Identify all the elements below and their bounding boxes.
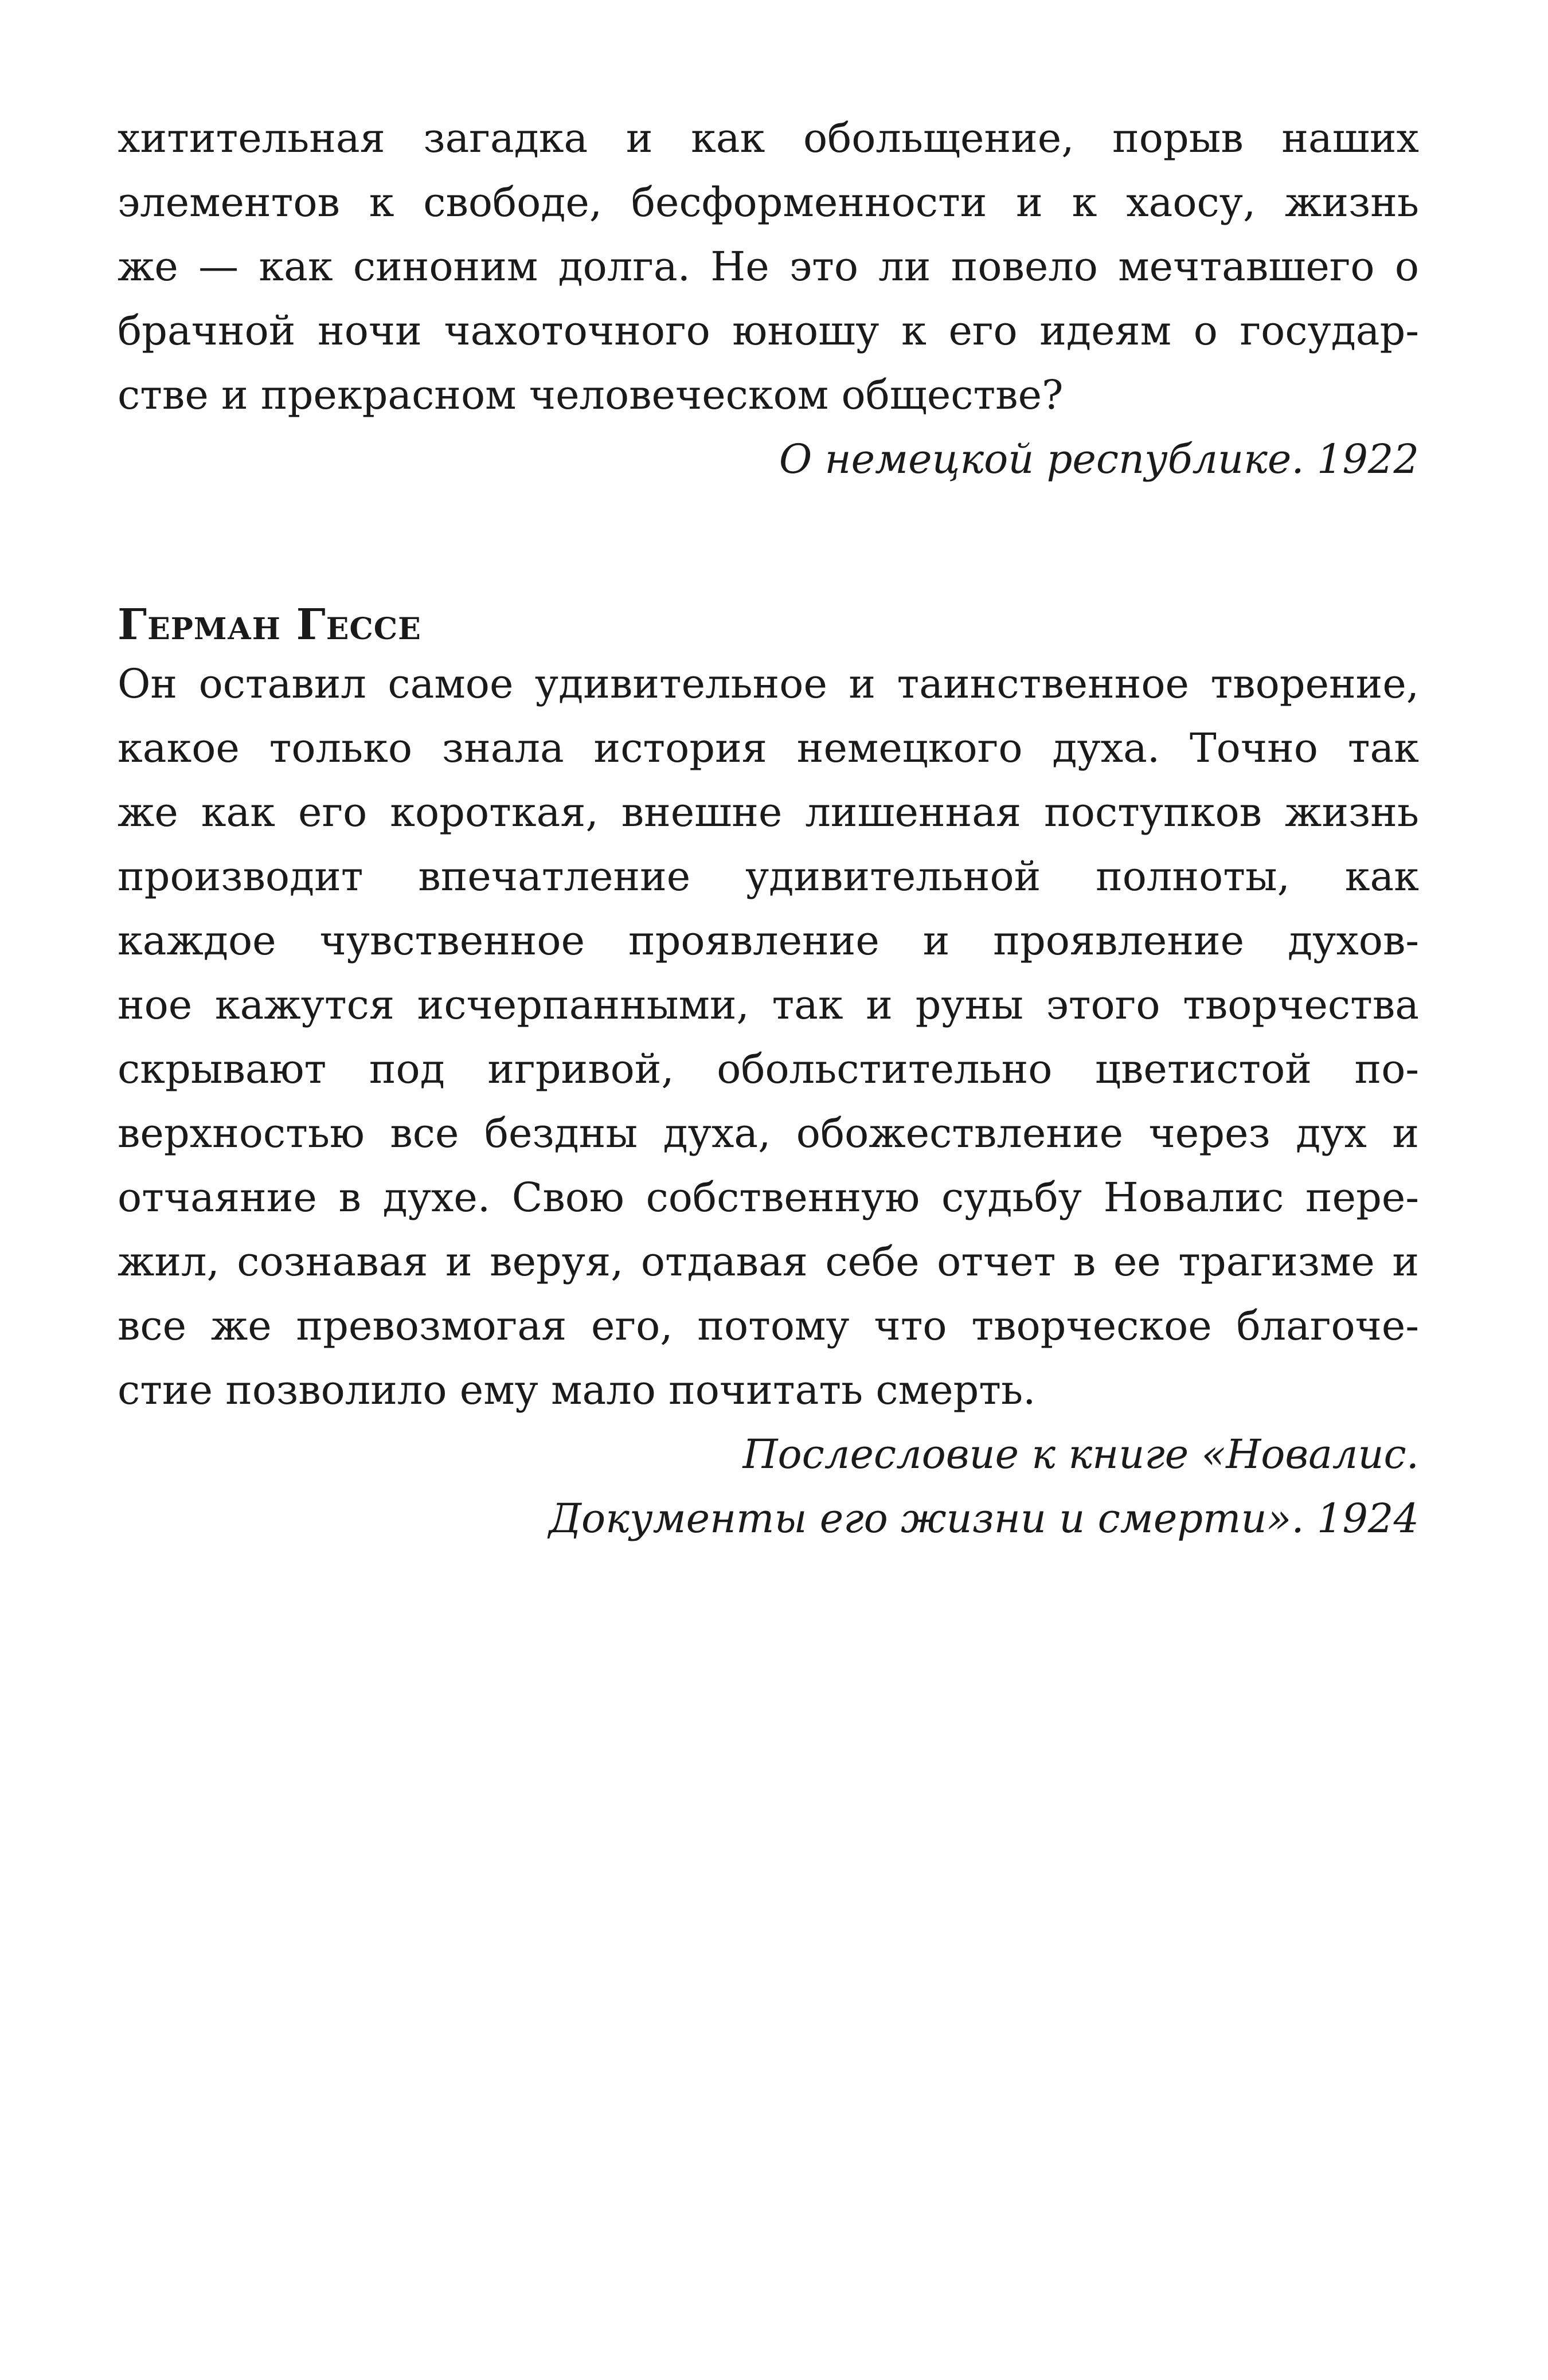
author-heading: Герман Гессе [118, 600, 421, 649]
text-line: скрывают под игривой, обольстительно цветистой по- [118, 1046, 1419, 1093]
text-line: все же превозмогая его, потому что творческое благоче- [118, 1302, 1419, 1349]
text-line: каждое чувственное проявление и проявление духов- [118, 917, 1419, 964]
text-line: же как его короткая, внешне лишенная поступков жизнь [118, 789, 1419, 836]
text-line: производит впечатление удивительной полноты, как [118, 853, 1419, 900]
text-line: же — как синоним долга. Не это ли повело мечтавшего о [118, 243, 1419, 290]
section-gap [118, 491, 1419, 588]
text-line: жил, сознавая и веруя, отдавая себе отчет в ее трагизме и [118, 1238, 1419, 1285]
page-text [118, 106, 1419, 1551]
text-line: брачной ночи чахоточного юношу к его идеям о государ- [118, 307, 1419, 354]
text-line: ное кажутся исчерпанными, так и руны этого творчества [118, 981, 1419, 1028]
text-line: стие позволило ему мало почитать смерть. [118, 1367, 1036, 1414]
quote-source-line: Документы его жизни и смерти». 1924 [549, 1495, 1419, 1542]
text-line: хитительная загадка и как обольщение, порыв наших [118, 115, 1419, 162]
text-line: стве и прекрасном человеческом обществе? [118, 371, 1064, 418]
text-line: Он оставил самое удивительное и таинственное творение, [118, 660, 1419, 707]
text-line: элементов к свободе, бесформенности и к хаосу, жизнь [118, 179, 1419, 226]
text-line: какое только знала история немецкого духа. Точно так [118, 725, 1419, 772]
text-line: верхностью все бездны духа, обожествление через дух и [118, 1110, 1419, 1157]
section-mann-quote [118, 106, 1419, 491]
quote-source-line: Послесловие к книге «Новалис. [742, 1431, 1419, 1478]
quote-source: О немецкой республике. 1922 [779, 436, 1419, 483]
text-line: отчаяние в духе. Свою собственную судьбу Новалис пере- [118, 1174, 1419, 1221]
section-hesse-quote [118, 588, 1419, 1551]
